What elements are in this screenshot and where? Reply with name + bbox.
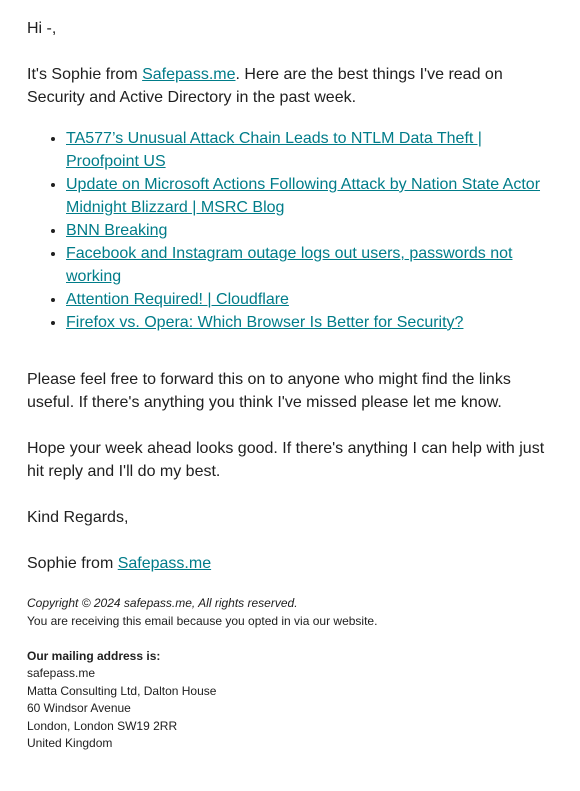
article-link-facebook[interactable]: Facebook and Instagram outage logs out users, passwords not working bbox=[66, 245, 513, 285]
intro-suffix: . Here are the best things I've read on Security and Active Directory in the past week. bbox=[27, 66, 503, 106]
article-link-ta577[interactable]: TA577’s Unusual Attack Chain Leads to NTLM Data Theft | Proofpoint US bbox=[66, 130, 482, 170]
article-link-firefox-opera[interactable]: Firefox vs. Opera: Which Browser Is Better for Security? bbox=[66, 314, 464, 331]
email-footer bbox=[27, 595, 553, 753]
article-link-msrc[interactable]: Update on Microsoft Actions Following Attack by Nation State Actor Midnight Blizzard | MSRC Blog bbox=[66, 176, 541, 216]
list-item bbox=[66, 311, 553, 334]
address-line: London, London SW19 2RR bbox=[27, 718, 178, 733]
opt-in-reason: You are receiving this email because you opted in via our website. bbox=[27, 613, 378, 628]
signoff bbox=[27, 552, 553, 575]
article-link-cloudflare[interactable]: Attention Required! | Cloudflare bbox=[66, 291, 289, 308]
hope-paragraph: Hope your week ahead looks good. If there's anything I can help with just hit reply and I'll do my best. bbox=[27, 440, 545, 480]
kind-regards: Kind Regards, bbox=[27, 509, 129, 526]
intro-paragraph bbox=[27, 63, 553, 109]
article-link-bnn[interactable]: BNN Breaking bbox=[66, 222, 168, 239]
address-line: safepass.me bbox=[27, 666, 96, 680]
list-item bbox=[66, 173, 553, 219]
email-body bbox=[0, 17, 580, 753]
list-item bbox=[66, 127, 553, 173]
safepass-signoff-link[interactable]: Safepass.me bbox=[117, 555, 212, 572]
list-item bbox=[66, 288, 553, 311]
address-line: United Kingdom bbox=[27, 736, 113, 750]
copyright-text: Copyright © 2024 safepass.me, All rights reserved. bbox=[27, 596, 298, 610]
address-line: Matta Consulting Ltd, Dalton House bbox=[27, 683, 217, 698]
forward-paragraph: Please feel free to forward this on to anyone who might find the links useful. If there's anything you think I've missed please let me know. bbox=[27, 371, 511, 411]
safepass-link[interactable]: Safepass.me bbox=[142, 66, 236, 83]
article-link-list bbox=[27, 127, 553, 334]
intro-prefix: It's Sophie from bbox=[27, 66, 143, 83]
address-line: 60 Windsor Avenue bbox=[27, 701, 131, 715]
mailing-address-title: Our mailing address is: bbox=[27, 648, 161, 663]
list-item bbox=[66, 219, 553, 242]
list-item bbox=[66, 242, 553, 288]
greeting: Hi -, bbox=[27, 20, 57, 37]
signoff-prefix: Sophie from bbox=[27, 555, 118, 572]
